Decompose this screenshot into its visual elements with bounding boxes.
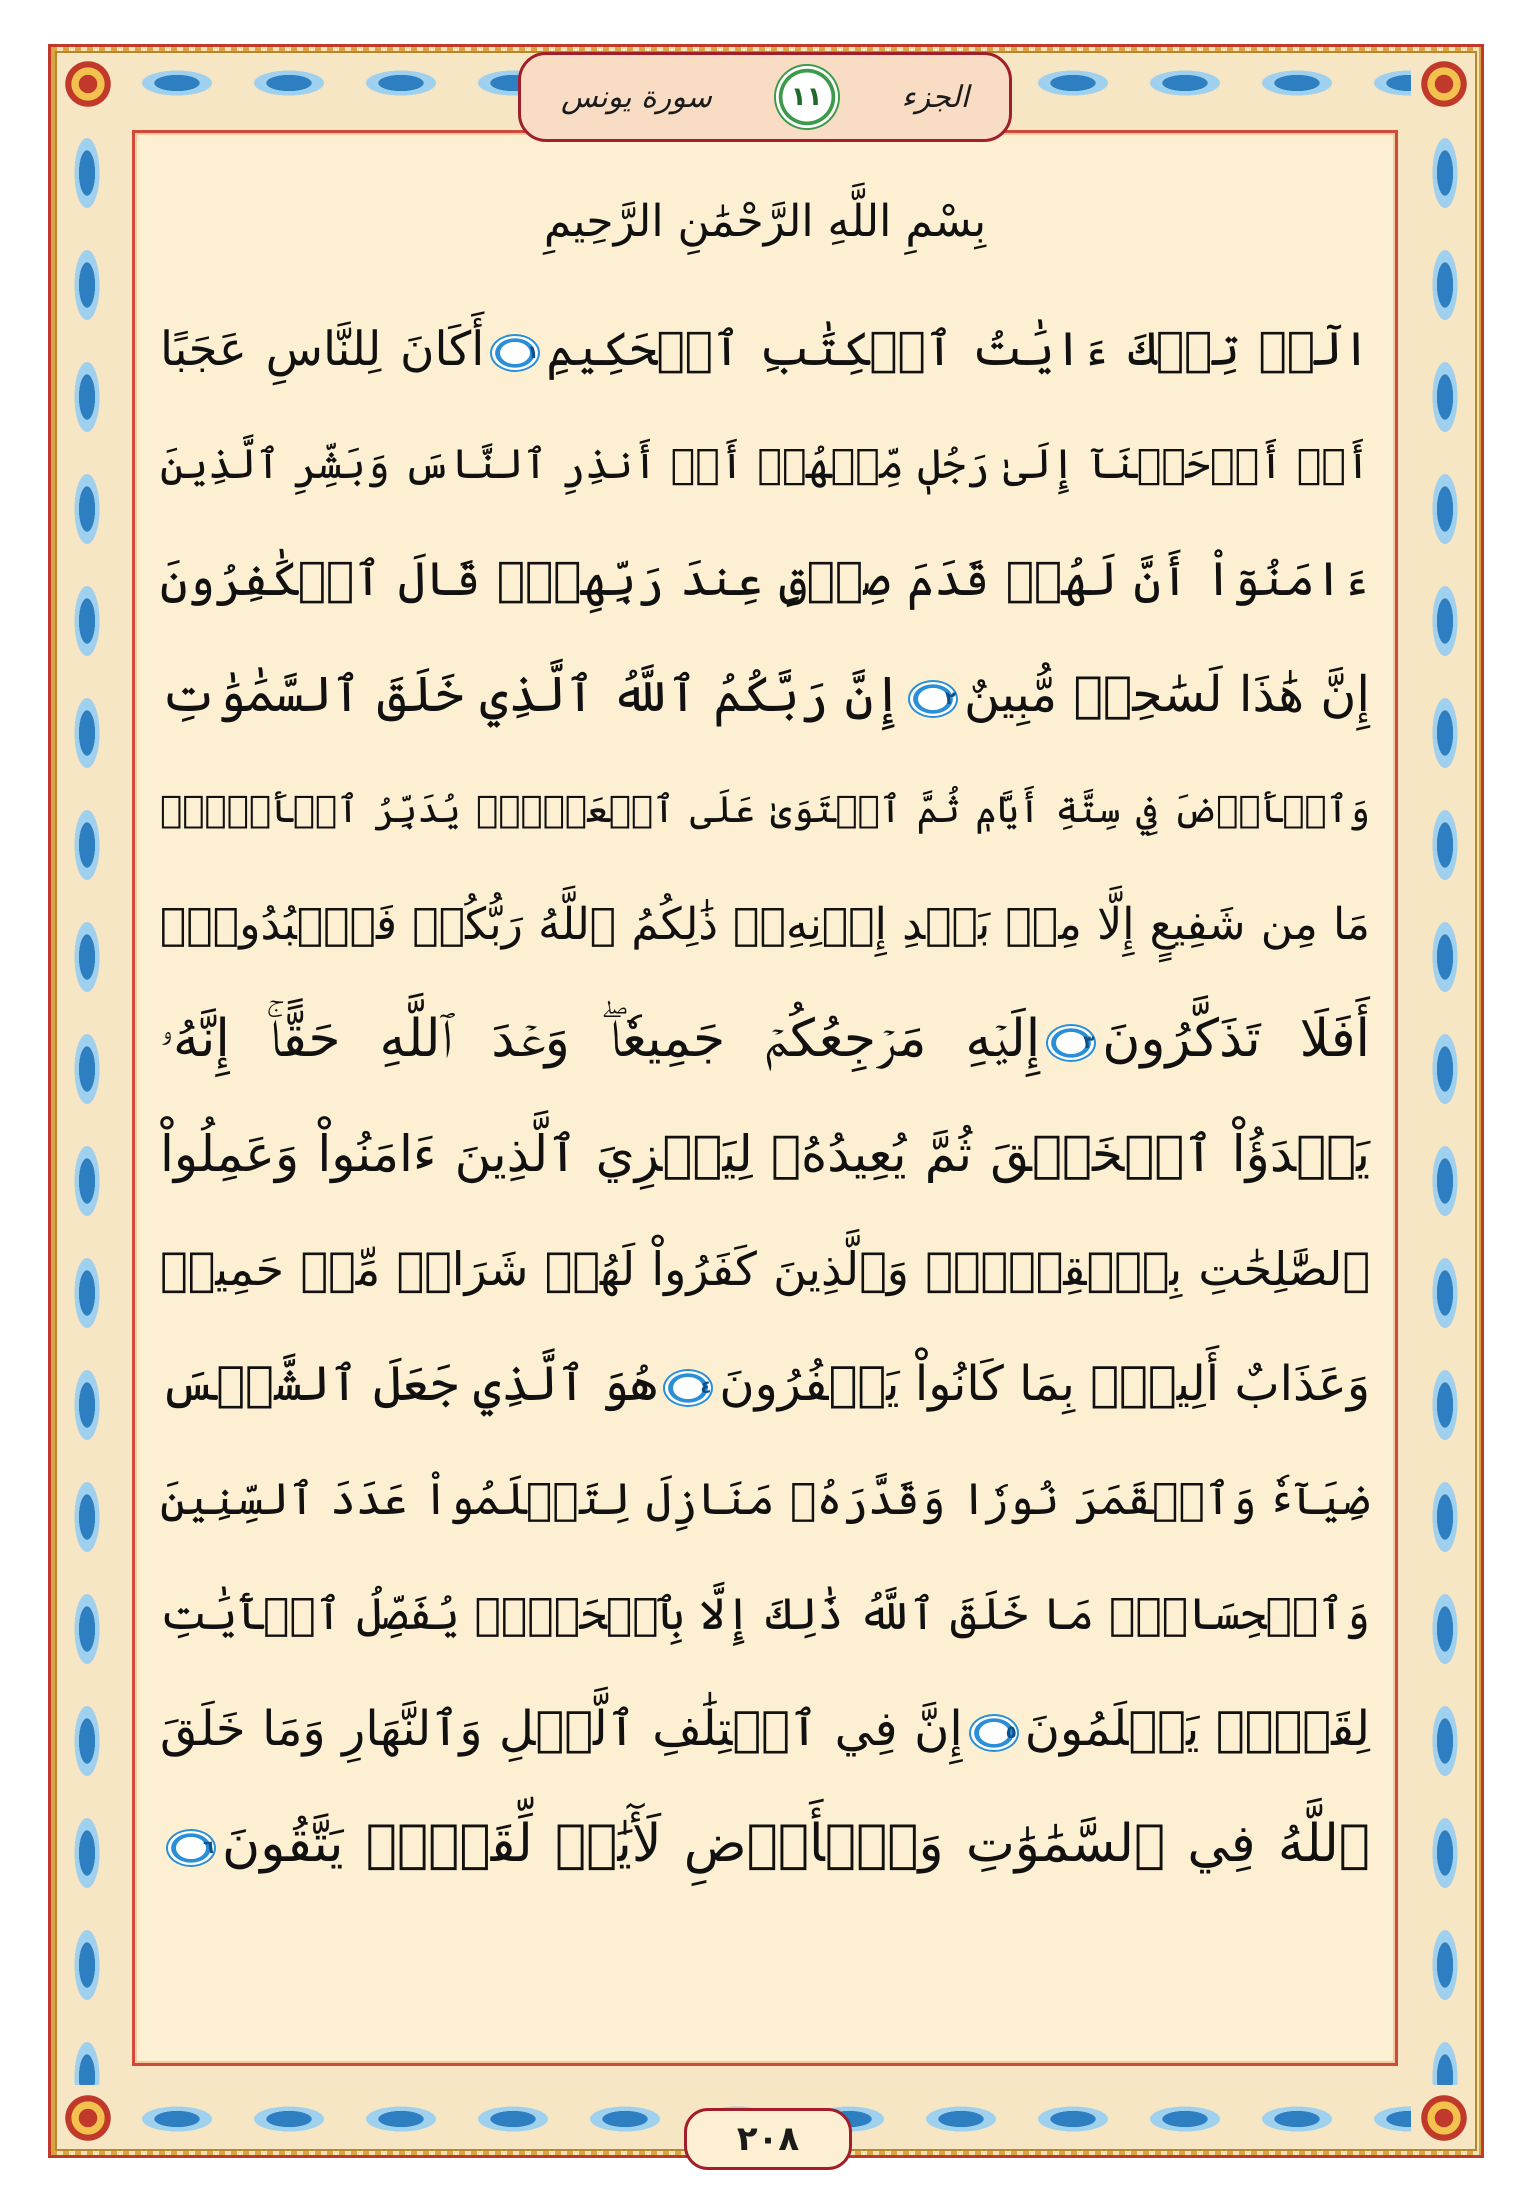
verse-text: إِلَيۡهِ مَرۡجِعُكُمۡ جَمِيعٗاۖ وَعۡدَ ٱللَّهِ حَقًّاۚ إِنَّهُۥ xyxy=(160,1009,1041,1069)
verse-text: أَفَلَا تَذَكَّرُونَ xyxy=(1102,1009,1371,1069)
verse-line xyxy=(160,1672,1370,1787)
verse-text: ءَامَنُوٓاْ أَنَّ لَهُمۡ قَدَمَ صِدۡقٍ عِندَ رَبِّهِمۡۗ قَالَ ٱلۡكَٰفِرُونَ xyxy=(160,552,1370,607)
surah-name: سورة يونس xyxy=(561,79,712,115)
verse-line xyxy=(160,752,1370,867)
verse-line xyxy=(160,292,1370,407)
verse-text: إِنَّ فِي ٱخۡتِلَٰفِ ٱلَّيۡلِ وَٱلنَّهَارِ وَمَا خَلَقَ xyxy=(160,1701,963,1757)
verse-line xyxy=(160,1097,1370,1212)
verse-line xyxy=(160,1442,1370,1557)
verse-line xyxy=(160,522,1370,637)
verse-text: وَٱلۡأَرۡضَ فِي سِتَّةِ أَيَّامٖ ثُمَّ ٱسۡتَوَىٰ عَلَى ٱلۡعَرۡشِۖ يُدَبِّرُ ٱلۡأَمۡرَۖ xyxy=(160,788,1370,831)
verse-text: إِنَّ رَبَّكُمُ ٱللَّهُ ٱلَّذِي خَلَقَ ٱلسَّمَٰوَٰتِ xyxy=(160,666,903,723)
juz-label: الجزء xyxy=(901,79,969,115)
verse-text: وَٱلۡحِسَابَۚ مَا خَلَقَ ٱللَّهُ ذَٰلِكَ إِلَّا بِٱلۡحَقِّۚ يُفَصِّلُ ٱلۡأٓيَٰتِ xyxy=(160,1589,1370,1640)
verse-line xyxy=(160,1557,1370,1672)
ayah-number-marker: ٥ xyxy=(969,1714,1019,1752)
ayah-number-marker: ٦ xyxy=(166,1829,216,1867)
verse-line xyxy=(160,982,1370,1097)
juz-number-medallion: ١١ xyxy=(774,64,840,130)
verse-text: لِقَوۡمٖ يَعۡلَمُونَ xyxy=(1024,1701,1370,1757)
page-header xyxy=(518,52,1012,142)
verse-line xyxy=(160,407,1370,522)
verse-text: وَعَذَابٌ أَلِيمُۢ بِمَا كَانُواْ يَكۡفُرُونَ xyxy=(719,1356,1370,1412)
border-right-ornament xyxy=(1415,117,1475,2085)
verse-line xyxy=(160,1787,1370,1902)
verse-text: هُوَ ٱلَّذِي جَعَلَ ٱلشَّمۡسَ xyxy=(160,1356,658,1412)
verse-text: أَنۡ أَوۡحَيۡنَآ إِلَىٰ رَجُلٖ مِّنۡهُمۡ أَنۡ أَنذِرِ ٱلنَّاسَ وَبَشِّرِ ٱلَّذِينَ xyxy=(160,440,1370,488)
basmala: بِسْمِ اللَّهِ الرَّحْمَٰنِ الرَّحِيمِ xyxy=(543,196,987,247)
verse-line xyxy=(160,1212,1370,1327)
corner-rosette-icon xyxy=(1415,2089,1473,2147)
verse-text-block xyxy=(160,292,1370,1902)
verse-text: ٱلصَّٰلِحَٰتِ بِٱلۡقِسۡطِۚ وَٱلَّذِينَ كَفَرُواْ لَهُمۡ شَرَابٞ مِّنۡ حَمِيمٖ xyxy=(160,1242,1370,1296)
verse-line xyxy=(160,637,1370,752)
verse-text: يَبۡدَؤُاْ ٱلۡخَلۡقَ ثُمَّ يُعِيدُهُۥ لِيَجۡزِيَ ٱلَّذِينَ ءَامَنُواْ وَعَمِلُواْ xyxy=(160,1125,1370,1183)
ayah-number-marker: ١ xyxy=(490,334,540,372)
ayah-number-marker: ٤ xyxy=(663,1369,713,1407)
corner-rosette-icon xyxy=(59,55,117,113)
border-left-ornament xyxy=(57,117,117,2085)
corner-rosette-icon xyxy=(1415,55,1473,113)
verse-text: إِنَّ هَٰذَا لَسَٰحِرٞ مُّبِينٌ xyxy=(964,666,1371,723)
page-number: ٢٠٨ xyxy=(684,2108,852,2170)
ayah-number-marker: ٢ xyxy=(908,680,958,718)
verse-text: أَكَانَ لِلنَّاسِ عَجَبًا xyxy=(160,322,485,377)
verse-line xyxy=(160,867,1370,982)
corner-rosette-icon xyxy=(59,2089,117,2147)
ayah-number-marker: ٣ xyxy=(1046,1024,1096,1062)
verse-text: ضِيَآءٗ وَٱلۡقَمَرَ نُورٗا وَقَدَّرَهُۥ مَنَازِلَ لِتَعۡلَمُواْ عَدَدَ ٱلسِّنِينَ xyxy=(160,1474,1370,1525)
verse-text: الٓرۚ تِلۡكَ ءَايَٰتُ ٱلۡكِتَٰبِ ٱلۡحَكِيمِ xyxy=(546,322,1370,377)
verse-text: ٱللَّهُ فِي ٱلسَّمَٰوَٰتِ وَٱلۡأَرۡضِ لَأٓيَٰتٖ لِّقَوۡمٖ يَتَّقُونَ xyxy=(222,1814,1370,1874)
verse-text: مَا مِن شَفِيعٍ إِلَّا مِنۢ بَعۡدِ إِذۡنِهِۦۚ ذَٰلِكُمُ ٱللَّهُ رَبُّكُمۡ فَٱعۡبُدُوهُۚ xyxy=(160,899,1370,950)
verse-line xyxy=(160,1327,1370,1442)
